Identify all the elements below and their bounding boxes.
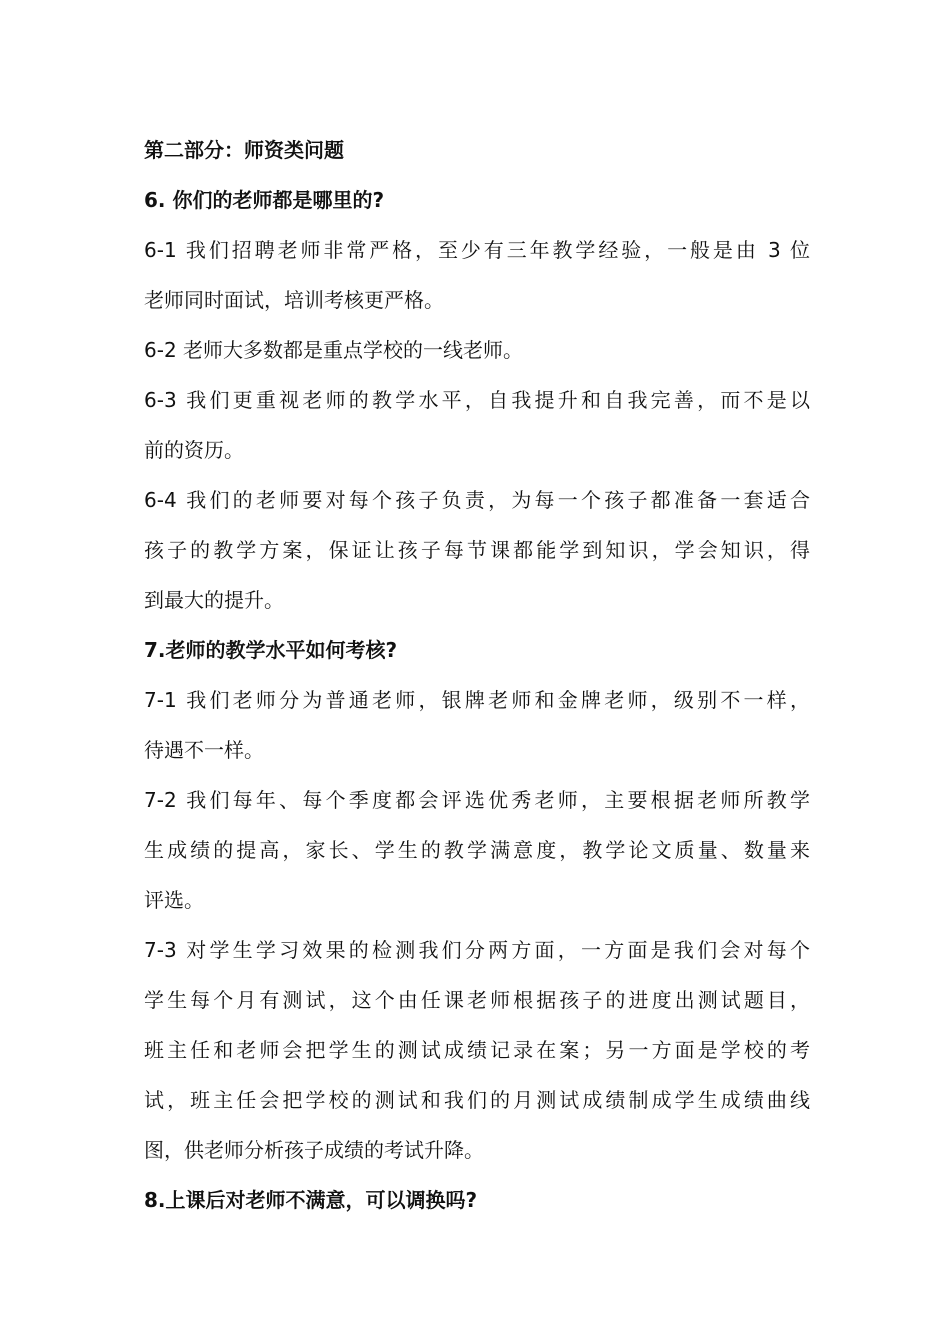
answer-line: 班主任和老师会把学生的测试成绩记录在案；另一方面是学校的考 [144, 1038, 810, 1062]
answer-line: 老师同时面试，培训考核更严格。 [144, 288, 444, 312]
answer-line: 试，班主任会把学校的测试和我们的月测试成绩制成学生成绩曲线 [144, 1088, 810, 1112]
answer-line: 待遇不一样。 [144, 738, 264, 762]
answer-line: 学生每个月有测试，这个由任课老师根据孩子的进度出测试题目， [144, 988, 810, 1012]
answer-line: 6-4 我们的老师要对每个孩子负责，为每一个孩子都准备一套适合 [144, 488, 810, 512]
answer-line: 7-2 我们每年、每个季度都会评选优秀老师，主要根据老师所教学 [144, 788, 810, 812]
question-heading: 7.老师的教学水平如何考核? [144, 638, 398, 662]
answer-line: 图，供老师分析孩子成绩的考试升降。 [144, 1138, 484, 1162]
answer-line: 7-3 对学生学习效果的检测我们分两方面，一方面是我们会对每个 [144, 938, 810, 962]
answer-line: 到最大的提升。 [144, 588, 284, 612]
answer-line: 生成绩的提高，家长、学生的教学满意度，教学论文质量、数量来 [144, 838, 810, 862]
document-body [144, 125, 810, 1225]
answer-line: 评选。 [144, 888, 204, 912]
question-heading: 8.上课后对老师不满意，可以调换吗? [144, 1188, 478, 1212]
section-heading: 第二部分：师资类问题 [144, 138, 344, 162]
answer-line: 前的资历。 [144, 438, 244, 462]
question-heading: 6. 你们的老师都是哪里的? [144, 188, 385, 212]
answer-line: 6-3 我们更重视老师的教学水平，自我提升和自我完善，而不是以 [144, 388, 810, 412]
answer-line: 6-2 老师大多数都是重点学校的一线老师。 [144, 338, 524, 362]
answer-line: 孩子的教学方案，保证让孩子每节课都能学到知识，学会知识，得 [144, 538, 810, 562]
answer-line: 6-1 我们招聘老师非常严格，至少有三年教学经验，一般是由 3 位 [144, 238, 810, 262]
answer-line: 7-1 我们老师分为普通老师，银牌老师和金牌老师，级别不一样， [144, 688, 810, 712]
